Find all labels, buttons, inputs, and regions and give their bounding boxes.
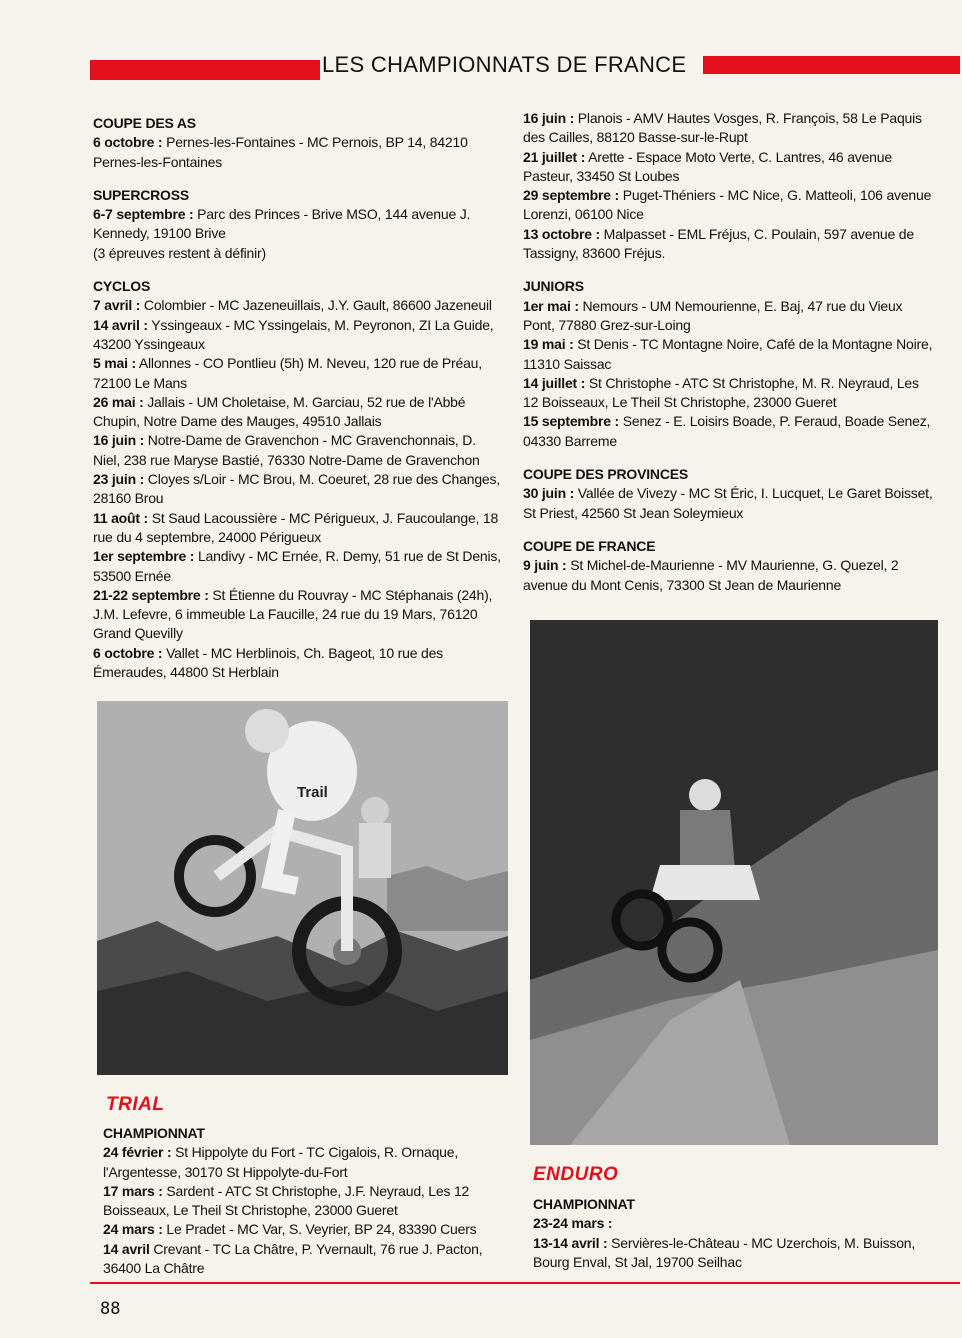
event-details: Allonnes - CO Pontlieu (5h) M. Neveu, 120 rue de Préau, 72100 Le Mans — [93, 355, 482, 391]
event-details: Notre-Dame de Gravenchon - MC Gravenchonnais, D. Niel, 238 rue Maryse Bastié, 76330 Notre-Dame de Gravenchon — [93, 432, 480, 468]
section-title: CHAMPIONNAT — [533, 1196, 635, 1212]
event-entry — [93, 547, 505, 586]
event-entry — [93, 354, 505, 393]
event-date: 29 septembre : — [523, 187, 620, 204]
event-details: St Saud Lacoussière - MC Périgueux, J. Faucoulange, 18 rue du 4 septembre, 24000 Périgueux — [93, 509, 499, 545]
event-date: 7 avril : — [93, 297, 141, 314]
trial-rider-photo — [97, 701, 508, 1075]
event-details: Yssingeaux - MC Yssingelais, M. Peyronon, ZI La Guide, 43200 Yssingeaux — [93, 316, 494, 352]
page-number: 88 — [100, 1299, 121, 1319]
event-entry — [523, 297, 937, 336]
enduro-section-label: ENDURO — [533, 1164, 619, 1185]
section — [523, 109, 937, 263]
event-date: 14 avril — [103, 1240, 150, 1257]
event-date: 6 octobre : — [93, 644, 163, 661]
event-details: St Christophe - ATC St Christophe, M. R. Neyraud, Les 12 Boisseaux, Le Theil St Christophe, 23000 Gueret — [523, 374, 919, 411]
trial-photo-illustration — [97, 701, 508, 1075]
event-date: 24 février : — [103, 1144, 172, 1161]
section — [93, 186, 505, 263]
event-entry — [103, 1143, 515, 1182]
event-date: 21-22 septembre : — [93, 586, 209, 603]
event-date: 13 octobre : — [523, 225, 600, 242]
event-date: 6 octobre : — [93, 134, 163, 151]
event-details: Arette - Espace Moto Verte, C. Lantres, 46 avenue Pasteur, 33450 St Loubes — [523, 148, 892, 184]
event-date: 11 août : — [93, 509, 148, 526]
event-entry — [93, 244, 505, 263]
event-entry — [103, 1182, 515, 1221]
header-bar-right — [703, 56, 960, 74]
event-details: Nemours - UM Nemourienne, E. Baj, 47 rue du Vieux Pont, 77880 Grez-sur-Loing — [523, 297, 903, 333]
event-date: 30 juin : — [523, 485, 575, 502]
event-details: St Denis - TC Montagne Noire, Café de la Montagne Noire, 11310 Saissac — [523, 336, 933, 372]
enduro-rider-photo — [530, 620, 938, 1145]
event-date: 1er mai : — [523, 297, 579, 314]
event-entry — [93, 316, 505, 355]
section-title: COUPE DES PROVINCES — [523, 466, 689, 483]
enduro-photo-illustration — [530, 620, 938, 1145]
event-entry — [93, 296, 505, 315]
event-date: 14 avril : — [93, 316, 148, 333]
event-details: Le Pradet - MC Var, S. Veyrier, BP 24, 83390 Cuers — [162, 1221, 477, 1238]
event-date: 21 juillet : — [523, 148, 586, 165]
section — [533, 1195, 943, 1272]
event-date: 19 mai : — [523, 336, 574, 353]
event-details: Vallet - MC Herblinois, Ch. Bageot, 10 rue des Émeraudes, 44800 St Herblain — [93, 644, 443, 681]
event-details: Puget-Théniers - MC Nice, G. Matteoli, 106 avenue Lorenzi, 06100 Nice — [523, 187, 932, 223]
event-date: 16 juin : — [93, 432, 145, 449]
event-details: St Étienne du Rouvray - MC Stéphanais (24h), J.M. Lefevre, 6 immeuble La Faucille, 24 rue du 19 Mars, 76120 Grand Quevilly — [93, 586, 493, 642]
event-entry — [93, 393, 505, 432]
section — [523, 465, 937, 523]
event-entry — [93, 509, 505, 548]
event-entry — [523, 556, 937, 595]
event-details: Parc des Princes - Brive MSO, 144 avenue J. Kennedy, 19100 Brive — [93, 206, 471, 242]
event-date: 23 juin : — [93, 471, 145, 488]
event-entry — [93, 133, 505, 172]
event-entry — [523, 484, 937, 523]
event-entry — [93, 470, 505, 509]
event-entry — [533, 1214, 943, 1233]
event-date: 16 juin : — [523, 110, 575, 126]
enduro-column — [533, 1195, 943, 1286]
section-title: CHAMPIONNAT — [103, 1125, 205, 1141]
event-entry — [93, 205, 505, 244]
event-date: 13-14 avril : — [533, 1234, 608, 1251]
section-title: JUNIORS — [523, 278, 584, 295]
event-details: Pernes-les-Fontaines - MC Pernois, BP 14, 84210 Pernes-les-Fontaines — [93, 134, 468, 170]
event-details: Jallais - UM Choletaise, M. Garciau, 52 rue de l'Abbé Chupin, Notre Dame des Mauges, 49510 Jallais — [93, 393, 466, 430]
event-date: 6-7 septembre : — [93, 206, 194, 223]
event-details: Servières-le-Château - MC Uzerchois, M. Buisson, Bourg Enval, St Jal, 19700 Seilhac — [533, 1234, 916, 1270]
event-date: 23-24 mars : — [533, 1215, 613, 1232]
header-bar-left — [90, 60, 320, 80]
footer-rule — [90, 1282, 960, 1284]
trial-column — [103, 1124, 515, 1292]
event-entry — [523, 412, 937, 451]
event-details: (3 épreuves restent à définir) — [93, 244, 266, 261]
section — [523, 537, 937, 595]
event-details: St Michel-de-Maurienne - MV Maurienne, G. Quezel, 2 avenue du Mont Cenis, 73300 St Jean de Maurienne — [523, 557, 899, 593]
event-details: St Hippolyte du Fort - TC Cigalois, R. Ornaque, l'Argentesse, 30170 St Hippolyte-du-Fort — [103, 1144, 459, 1180]
page-title: LES CHAMPIONNATS DE FRANCE — [322, 52, 687, 77]
event-date: 17 mars : — [103, 1182, 163, 1199]
event-entry — [103, 1220, 515, 1239]
event-details: Landivy - MC Ernée, R. Demy, 51 rue de St Denis, 53500 Ernée — [93, 548, 501, 584]
event-entry — [523, 186, 937, 225]
event-entry — [523, 335, 937, 374]
event-date: 14 juillet : — [523, 374, 586, 391]
section-title: COUPE DES AS — [93, 115, 196, 131]
event-entry — [523, 225, 937, 264]
event-details: Planois - AMV Hautes Vosges, R. François, 58 Le Paquis des Cailles, 88120 Basse-sur-le-Rupt — [523, 110, 922, 146]
event-entry — [93, 644, 505, 683]
event-entry — [93, 431, 505, 470]
event-date: 15 septembre : — [523, 413, 620, 430]
event-date: 24 mars : — [103, 1221, 163, 1238]
right-column — [523, 109, 937, 609]
event-details: Cloyes s/Loir - MC Brou, M. Coeuret, 28 rue des Changes, 28160 Brou — [93, 471, 500, 507]
event-date: 9 juin : — [523, 557, 567, 574]
event-date: 26 mai : — [93, 393, 144, 410]
section — [523, 277, 937, 451]
event-details: Senez - E. Loisirs Boade, P. Feraud, Boade Senez, 04330 Barreme — [523, 413, 931, 449]
event-details: Crevant - TC La Châtre, P. Yvernault, 76 rue J. Pacton, 36400 La Châtre — [103, 1240, 483, 1277]
section — [103, 1124, 515, 1278]
event-details: Vallée de Vivezy - MC St Éric, I. Lucquet, Le Garet Boisset, St Priest, 42560 St Jean Soleymieux — [523, 485, 933, 521]
left-column — [93, 114, 505, 696]
section-title: COUPE DE FRANCE — [523, 537, 656, 554]
section-title: CYCLOS — [93, 278, 151, 295]
event-entry — [93, 586, 505, 644]
event-details: Sardent - ATC St Christophe, J.F. Neyraud, Les 12 Boisseaux, Le Theil St Christophe, 23000 Gueret — [103, 1182, 470, 1219]
section — [93, 114, 505, 172]
event-entry — [533, 1234, 943, 1273]
section — [93, 277, 505, 682]
event-date: 1er septembre : — [93, 548, 195, 565]
trial-section-label: TRIAL — [106, 1094, 165, 1115]
event-entry — [103, 1240, 515, 1279]
jersey-text: Trail — [297, 784, 328, 801]
event-entry — [523, 148, 937, 187]
event-details: Colombier - MC Jazeneuillais, J.Y. Gault, 86600 Jazeneuil — [140, 297, 492, 314]
event-entry — [523, 109, 937, 148]
event-date: 5 mai : — [93, 355, 136, 372]
section-title: SUPERCROSS — [93, 186, 190, 203]
event-details: Malpasset - EML Fréjus, C. Poulain, 597 avenue de Tassigny, 83600 Fréjus. — [523, 225, 914, 262]
event-entry — [523, 374, 937, 413]
